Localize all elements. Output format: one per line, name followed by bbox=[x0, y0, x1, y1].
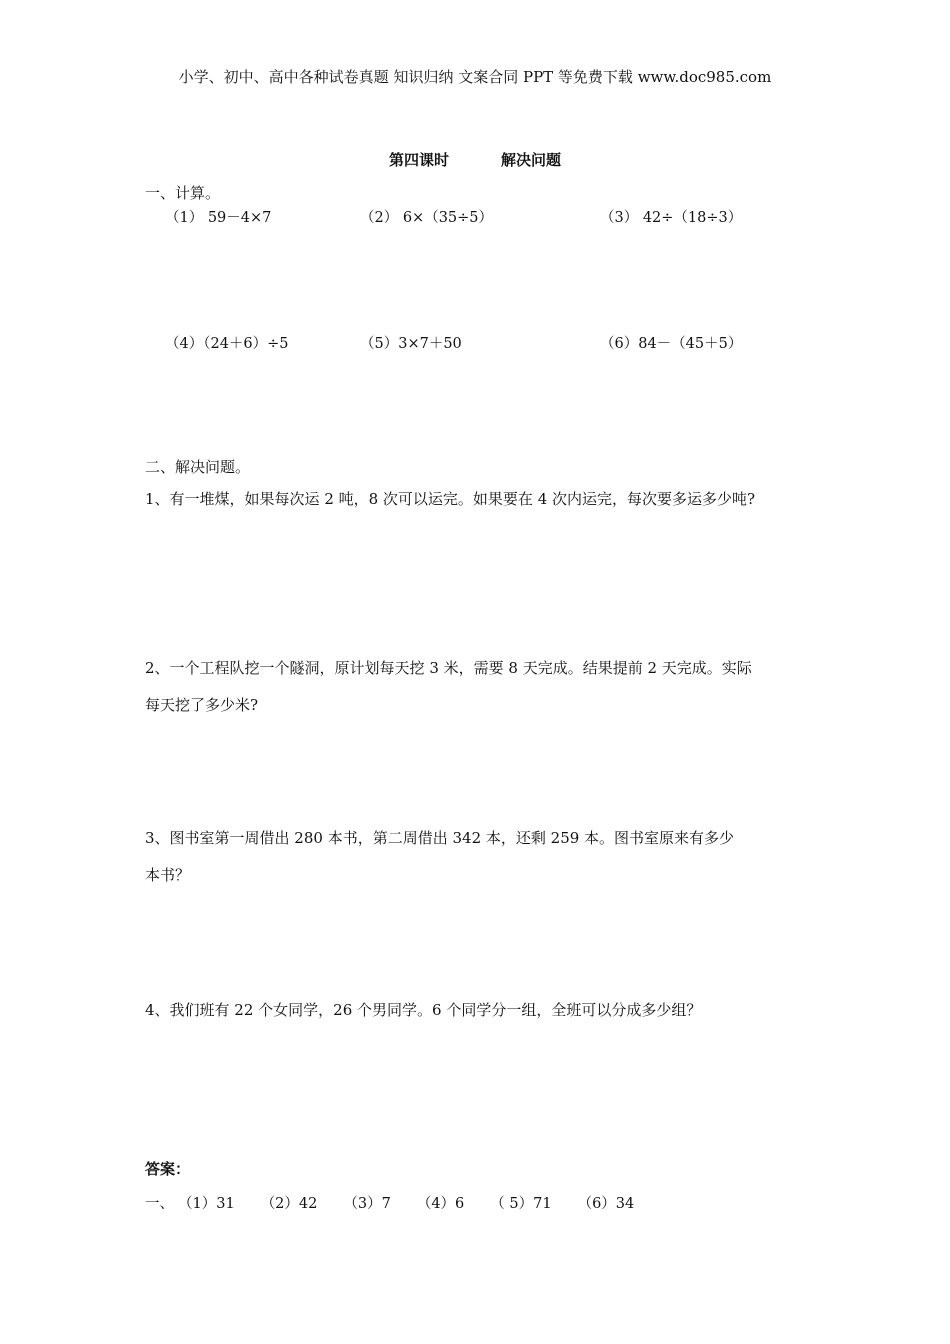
problem-2-line-1: 2、一个工程队挖一个隧洞，原计划每天挖 3 米，需要 8 天完成。结果提前 2 天完成。实际 bbox=[145, 659, 752, 677]
answers-title: 答案： bbox=[145, 1160, 191, 1178]
problem-1 bbox=[145, 481, 755, 518]
problem-3-line-2: 本书？ bbox=[145, 866, 191, 884]
problem-3-line-1: 3、图书室第一周借出 280 本书，第二周借出 342 本，还剩 259 本。图书室原来有多少 bbox=[145, 829, 735, 847]
page-header: 小学、初中、高中各种试卷真题 知识归纳 文案合同 PPT 等免费下载 www.doc985.com bbox=[178, 68, 772, 86]
problem-2 bbox=[145, 650, 752, 724]
problem-1-line-1: 1、有一堆煤，如果每次运 2 吨，8 次可以运完。如果要在 4 次内运完，每次要多运多少吨? bbox=[145, 490, 756, 508]
title-lesson: 第四课时 bbox=[388, 151, 449, 169]
calc-item-6: （6）84－（45＋5） bbox=[600, 336, 743, 352]
answer-4: （4）6 bbox=[416, 1196, 465, 1212]
answer-5: （ 5）71 bbox=[490, 1196, 552, 1212]
problem-4-line-1: 4、我们班有 22 个女同学，26 个男同学。6 个同学分一组，全班可以分成多少组？ bbox=[145, 1001, 702, 1019]
calc-item-2: （2） 6×（35÷5） bbox=[360, 210, 494, 226]
page-title bbox=[0, 149, 950, 170]
title-topic: 解决问题 bbox=[501, 151, 562, 169]
section2-heading: 二、解决问题。 bbox=[145, 458, 251, 476]
answer-2: （2）42 bbox=[260, 1196, 318, 1212]
calc-item-4: （4）（24＋6）÷5 bbox=[165, 336, 289, 352]
problem-3 bbox=[145, 820, 734, 894]
answers-prefix: 一、 bbox=[145, 1196, 174, 1212]
answers-row bbox=[145, 1192, 660, 1213]
answer-6: （6）34 bbox=[577, 1196, 635, 1212]
answer-3: （3）7 bbox=[343, 1196, 391, 1212]
problem-4 bbox=[145, 992, 701, 1029]
calc-item-1: （1） 59－4×7 bbox=[165, 210, 272, 226]
section1-heading: 一、计算。 bbox=[145, 184, 221, 202]
problem-2-line-2: 每天挖了多少米? bbox=[145, 696, 259, 714]
answer-1: （1）31 bbox=[178, 1196, 235, 1212]
calc-item-3: （3） 42÷（18÷3） bbox=[600, 210, 743, 226]
calc-item-5: （5）3×7＋50 bbox=[360, 336, 462, 352]
